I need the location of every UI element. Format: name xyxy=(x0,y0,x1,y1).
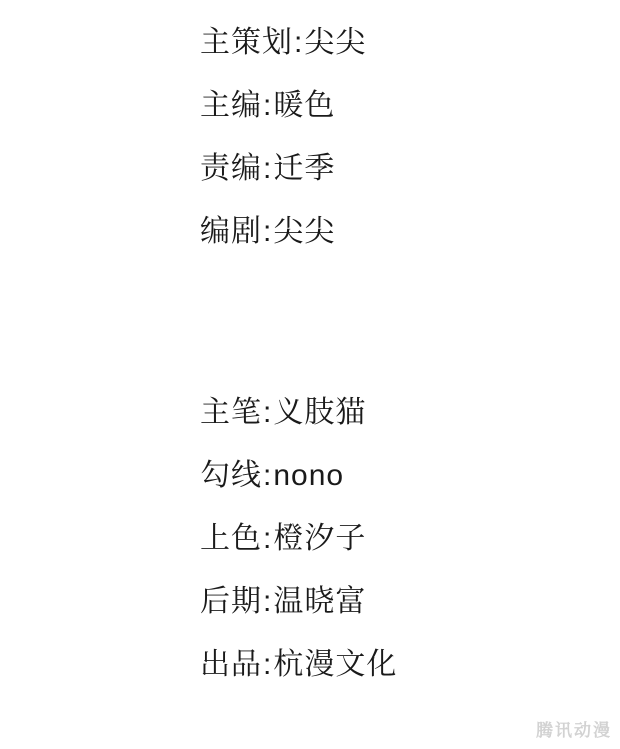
credit-role: 编剧 xyxy=(200,215,262,248)
credit-role: 勾线 xyxy=(200,459,262,492)
credit-name: 尖尖 xyxy=(273,215,336,248)
credit-role: 主笔 xyxy=(200,396,262,429)
credit-name: 杭漫文化 xyxy=(273,648,398,681)
credit-separator: : xyxy=(263,648,273,681)
credit-separator: : xyxy=(263,459,273,492)
credit-line xyxy=(200,154,366,184)
credit-separator: : xyxy=(294,26,304,59)
credit-role: 主编 xyxy=(200,89,262,122)
credit-line xyxy=(200,650,397,680)
credit-role: 出品 xyxy=(200,648,262,681)
credit-separator: : xyxy=(263,89,273,122)
credit-line xyxy=(200,28,366,58)
credit-separator: : xyxy=(263,396,273,429)
credit-name: 温晓富 xyxy=(273,585,367,618)
credit-line xyxy=(200,587,397,617)
credit-line xyxy=(200,524,397,554)
credit-line xyxy=(200,461,397,491)
credit-separator: : xyxy=(263,585,273,618)
credit-role: 上色 xyxy=(200,522,262,555)
credit-name: 橙汐子 xyxy=(273,522,367,555)
credits-group-production xyxy=(200,28,366,280)
credit-line xyxy=(200,217,366,247)
credit-name: 义肢猫 xyxy=(273,396,367,429)
credit-line xyxy=(200,91,366,121)
credit-separator: : xyxy=(263,215,273,248)
credit-name: 暖色 xyxy=(273,89,336,122)
credit-name: nono xyxy=(273,459,345,492)
credit-separator: : xyxy=(263,152,273,185)
credit-line xyxy=(200,398,397,428)
credit-separator: : xyxy=(263,522,273,555)
credit-role: 主策划 xyxy=(200,26,293,59)
credit-role: 后期 xyxy=(200,585,262,618)
watermark-logo: 腾讯动漫 xyxy=(536,721,612,740)
credit-role: 责编 xyxy=(200,152,262,185)
credit-name: 迁季 xyxy=(273,152,336,185)
credit-name: 尖尖 xyxy=(304,26,367,59)
credits-group-art xyxy=(200,398,397,713)
